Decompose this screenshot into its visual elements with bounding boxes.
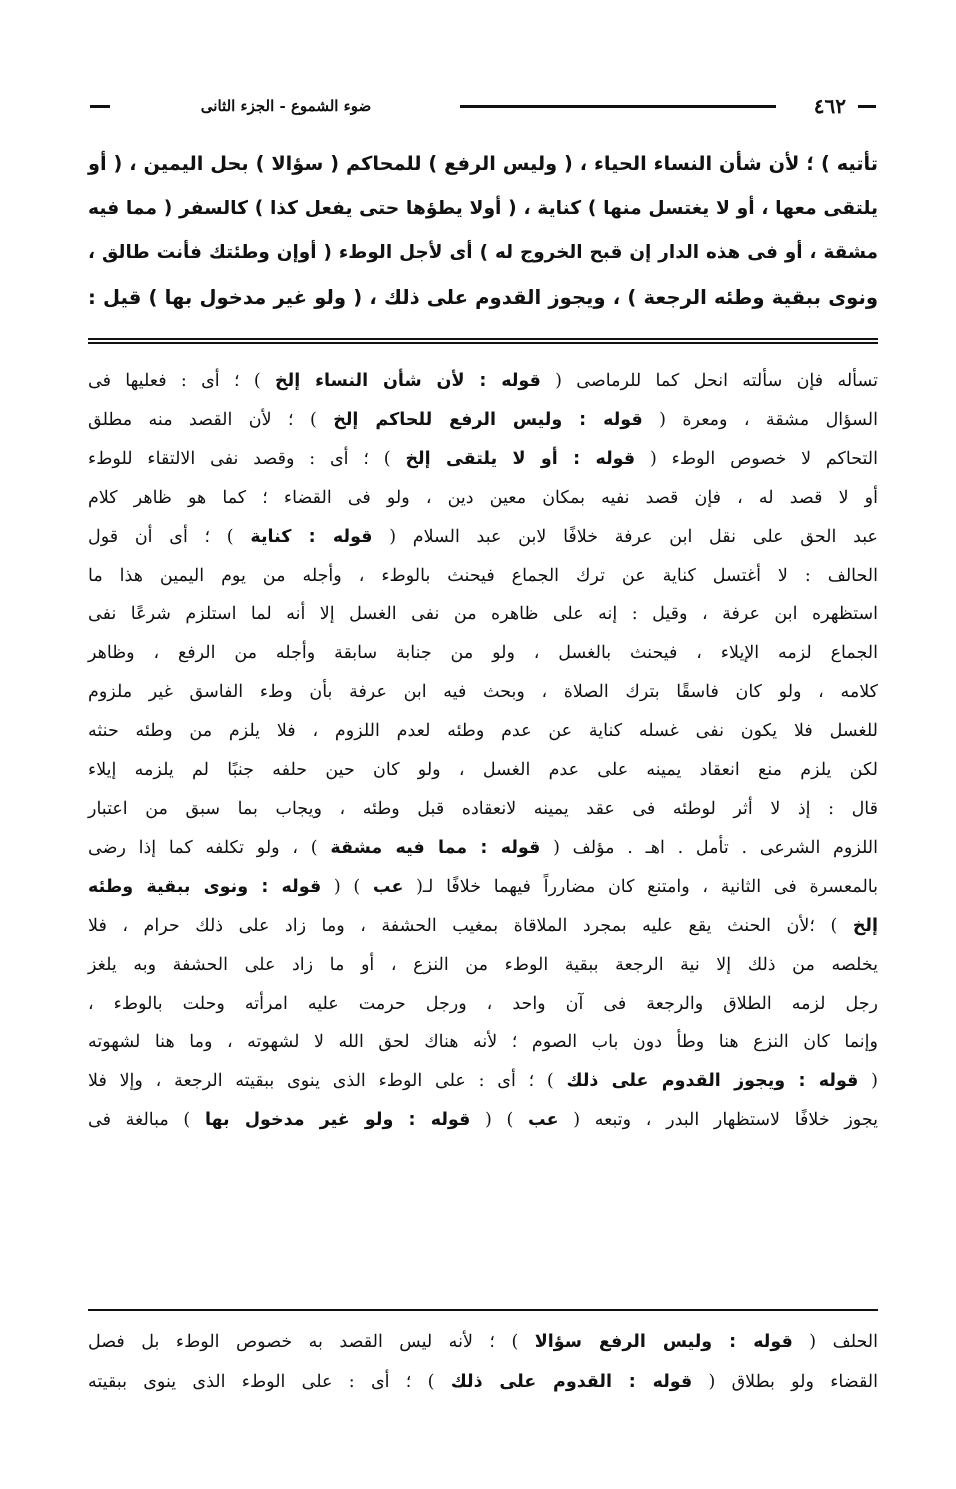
lemma-quote: قوله : وليس الرفع للحاكم إلخ: [333, 409, 643, 430]
page-number: ٤٦٢: [813, 94, 846, 118]
commentary-line: [88, 946, 878, 985]
commentary-line: [88, 1023, 878, 1062]
commentary-line: [88, 634, 878, 673]
commentary-segment: ) مبالغة فى: [88, 1110, 205, 1131]
bottom-commentary-text: [88, 1322, 878, 1402]
commentary-segment: ) ، ولو تكلفه كما إذا رضى: [88, 837, 331, 858]
running-title: ضوء الشموع - الجزء الثانى: [200, 97, 372, 115]
commentary-segment: استظهره ابن عرفة ، وقيل : إنه على ظاهره من نفى الغسل إلا أنه لما استلزم شرعًا نفى: [88, 604, 878, 625]
commentary-segment: ) ؛ أى أن قول: [88, 526, 251, 547]
footnote-separator-rule: [88, 1309, 878, 1311]
commentary-segment: رجل لزمه الطلاق والرجعة فى آن واحد ، ورجل حرمت عليه امرأته وحلت بالوطء ،: [88, 993, 878, 1014]
commentary-line: [88, 1101, 878, 1140]
commentary-segment: التحاكم لا خصوص الوطء (: [635, 448, 878, 469]
commentary-segment: الحلف (: [792, 1332, 878, 1352]
commentary-segment: وإنما كان النزع هنا وطأ دون باب الصوم ؛ لأنه هناك لحق الله لا لشهوته ، وما هنا لشهوته: [88, 1032, 878, 1053]
header-rule-left: [90, 105, 110, 108]
commentary-line: [88, 557, 878, 596]
commentary-text: [88, 362, 878, 1140]
lemma-quote: قوله : وليس الرفع سؤالا: [534, 1332, 793, 1352]
commentary-segment: بالمعسرة فى الثانية ، وامتنع كان مضارراً فيهما خلافًا لـ(: [403, 876, 878, 897]
commentary-segment: اللزوم الشرعى . تأمل . اهـ . مؤلف (: [540, 837, 878, 858]
commentary-line: [88, 1322, 878, 1362]
lemma-quote: إلخ: [852, 915, 878, 936]
commentary-segment: ) ؛لأن الحنث يقع عليه بمجرد الملاقاة بمغيب الحشفة ، وما زاد على ذلك حرام ، فلا: [88, 915, 853, 936]
commentary-segment: تسأله فإن سألته انحل كما للرماصى (: [540, 371, 878, 391]
commentary-segment: عبد الحق على نقل ابن عرفة خلافًا لابن عبد السلام (: [372, 526, 878, 547]
commentary-segment: كلامه ، ولو كان فاسقًا بترك الصلاة ، وبحث فيه ابن عرفة بأن وطء الفاسق غير ملزوم: [88, 682, 878, 703]
commentary-segment: القضاء ولو بطلاق (: [692, 1372, 878, 1392]
lemma-quote: قوله : القدوم على ذلك: [450, 1372, 693, 1392]
main-text-line: مشقة ، أو فى هذه الدار إن قبح الخروج له ) أى لأجل الوطء ( أوإن وطئتك فأنت طالق ،: [88, 242, 878, 263]
commentary-segment: ) ؛ أى : وقصد نفى الالتقاء للوطء: [88, 448, 406, 469]
commentary-line: [88, 673, 878, 712]
commentary-line: [88, 362, 878, 401]
commentary-segment: ) ؛ لأن القصد منه مطلق: [88, 409, 334, 430]
commentary-segment: (: [858, 1071, 879, 1092]
double-separator-rule: [88, 338, 878, 344]
lemma-quote: قوله : كناية: [250, 526, 373, 547]
commentary-segment: ) ؛ أى : على الوطء الذى ينوى ببقيته الرجعة ، وإلا فلا: [88, 1071, 567, 1092]
lemma-quote: قوله : ويجوز القدوم على ذلك: [566, 1071, 859, 1092]
commentary-line: [88, 790, 878, 829]
lemma-quote: عب: [372, 876, 404, 897]
commentary-line: [88, 712, 878, 751]
commentary-line: [88, 595, 878, 634]
main-text-line: يلتقى معها ، أو لا يغتسل منها ) كناية ، ( أولا يطؤها حتى يفعل كذا ) كالسفر ( مما فيه: [88, 197, 878, 219]
commentary-segment: ) ؛ أى : فعليها فى: [88, 371, 276, 391]
commentary-segment: يخلصه من ذلك إلا نية الرجعة ببقية الوطء من النزع ، أو ما زاد على الحشفة وبه يلغز: [88, 954, 878, 975]
commentary-line: [88, 751, 878, 790]
lemma-quote: عب: [528, 1110, 559, 1131]
commentary-segment: قال : إذ لا أثر لوطئه فى عقد يمينه لانعقاده قبل وطئه ، ويجاب بما سبق من اعتبار: [88, 798, 878, 819]
commentary-line: [88, 868, 878, 907]
commentary-segment: الحالف : لا أغتسل كناية عن ترك الجماع فيحنث بالوطء ، وأجله من يوم اليمين هذا ما: [88, 565, 878, 586]
commentary-line: [88, 985, 878, 1024]
lemma-quote: قوله : لأن شأن النساء إلخ: [275, 371, 541, 391]
commentary-line: [88, 401, 878, 440]
commentary-segment: يجوز خلافًا لاستظهار البدر ، وتبعه (: [558, 1110, 878, 1131]
commentary-segment: لكن يلزم منع انعقاد يمينه على عدم الغسل ، ولو كان حين حلفه جنبًا لم يلزمه إيلاء: [88, 760, 878, 781]
commentary-segment: أو لا قصد له ، فإن قصد نفيه بمكان معين دين ، ولو فى القضاء ؛ كما هو ظاهر كلام: [88, 487, 878, 508]
commentary-line: [88, 1362, 878, 1402]
commentary-line: [88, 1062, 878, 1101]
commentary-segment: السؤال مشقة ، ومعرة (: [642, 409, 878, 430]
main-text: [88, 142, 878, 320]
lemma-quote: قوله : مما فيه مشقة: [330, 837, 541, 858]
commentary-line: [88, 479, 878, 518]
running-header: [90, 92, 876, 120]
main-text-line: ونوى ببقية وطئه الرجعة ) ، ويجوز القدوم على ذلك ، ( ولو غير مدخول بها ) قيل :: [88, 285, 878, 309]
commentary-line: [88, 829, 878, 868]
commentary-line: [88, 907, 878, 946]
lemma-quote: قوله : أو لا يلتقى إلخ: [405, 448, 636, 469]
commentary-segment: للغسل فلا يكون نفى غسله كناية عن عدم وطئه لعدم اللزوم ، فلا يلزم من وطئه حنثه: [88, 721, 878, 742]
commentary-line: [88, 518, 878, 557]
lemma-quote: قوله : ونوى ببقية وطئه: [88, 876, 322, 897]
commentary-segment: ) ؛ أى : على الوطء الذى ينوى ببقيته: [88, 1372, 451, 1392]
commentary-segment: ) (: [470, 1110, 529, 1131]
commentary-segment: ) (: [321, 876, 373, 897]
header-rule-center: [460, 105, 776, 108]
header-rule-right: [858, 105, 876, 108]
main-text-line: تأتيه ) ؛ لأن شأن النساء الحياء ، ( وليس الرفع ) للمحاكم ( سؤالا ) بحل اليمين ، ( أو: [88, 152, 878, 175]
commentary-line: [88, 440, 878, 479]
lemma-quote: قوله : ولو غير مدخول بها: [204, 1110, 471, 1131]
commentary-segment: الجماع لزمه الإيلاء ، فيحنث بالغسل ، ولو من جنابة سابقة وأجله من الرفع ، وظاهر: [88, 643, 878, 664]
commentary-segment: ) ؛ لأنه ليس القصد به خصوص الوطء بل فصل: [88, 1332, 535, 1352]
